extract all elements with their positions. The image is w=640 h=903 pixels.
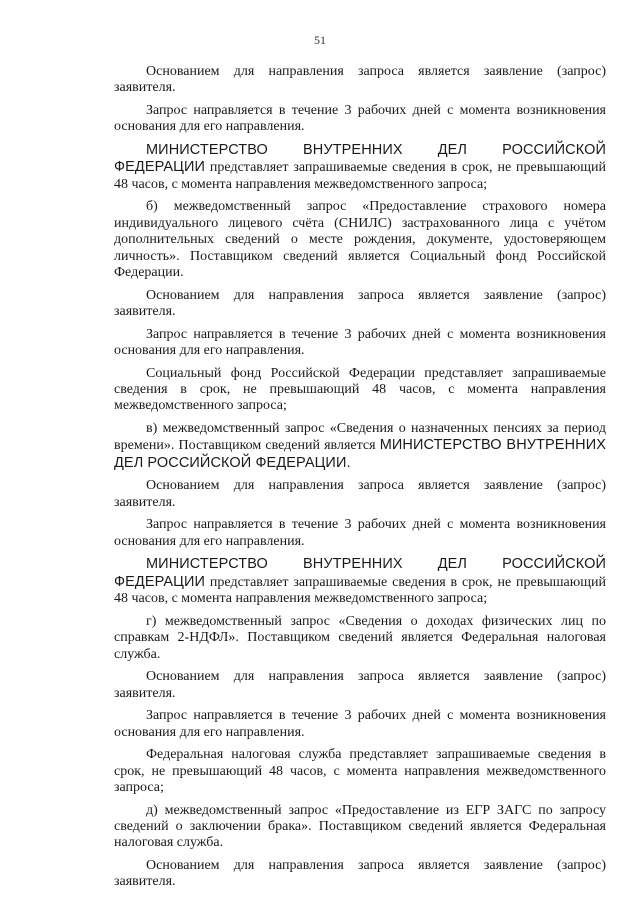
paragraph-text: Основанием для направления запроса является заявление (запрос) заявителя. (114, 287, 606, 320)
paragraph-text: в) межведомственный запрос «Сведения о назначенных пенсиях за период времени». Поставщиком сведений является (114, 421, 606, 454)
paragraph (114, 803, 606, 852)
paragraph-text: б) межведомственный запрос «Предоставление страхового номера индивидуального лицевого счёта (СНИЛС) застрахованного лица с учётом дополнительных сведений о месте рождения, документе, удостоверяющем личность». Поставщиком сведений является Социальный фонд Российской Федерации. (114, 199, 606, 281)
paragraph (114, 858, 606, 891)
paragraph-text: Социальный фонд Российской Федерации представляет запрашиваемые сведения в срок, не превышающий 48 часов, с момента направления межведомственного запроса; (114, 365, 606, 414)
ministry-name: МИНИСТЕРСТВО ВНУТРЕННИХ ДЕЛ РОССИЙСКОЙ ФЕДЕРАЦИИ (114, 142, 606, 176)
paragraph-text: Запрос направляется в течение 3 рабочих дней с момента возникновения основания для его направления. (114, 517, 606, 549)
paragraph (114, 708, 606, 741)
paragraph-text: Федеральная налоговая служба представляет запрашиваемые сведения в срок, не превышающий 48 часов, с момента направления межведомственного запроса; (114, 747, 606, 796)
paragraph (114, 614, 606, 663)
paragraph (114, 747, 606, 796)
page-number: 51 (314, 33, 326, 47)
paragraph (114, 478, 606, 511)
paragraph-text: Основанием для направления запроса является заявление (запрос) заявителя. (114, 64, 606, 96)
paragraph (114, 327, 606, 360)
paragraph (114, 556, 606, 607)
paragraph-text: представляет запрашиваемые сведения в срок, не превышающий 48 часов, с момента направления межведомственного запроса; (114, 160, 606, 192)
paragraph-text: Основанием для направления запроса является заявление (запрос) заявителя. (114, 478, 606, 510)
paragraph (114, 288, 606, 321)
paragraph-text: Основанием для направления запроса является заявление (запрос) заявителя. (114, 858, 606, 890)
paragraph-text: Запрос направляется в течение 3 рабочих дней с момента возникновения основания для его направления. (114, 708, 606, 740)
paragraph (114, 669, 606, 702)
document-body (114, 64, 606, 897)
paragraph (114, 64, 606, 97)
paragraph (114, 103, 606, 136)
paragraph (114, 142, 606, 193)
paragraph (114, 366, 606, 415)
paragraph (114, 421, 606, 472)
ministry-name: МИНИСТЕРСТВО ВНУТРЕННИХ ДЕЛ РОССИЙСКОЙ ФЕДЕРАЦИИ. (114, 437, 607, 471)
paragraph-text: д) межведомственный запрос «Предоставление из ЕГР ЗАГС по запросу сведений о заключении брака». Поставщиком сведений является Федеральная налоговая служба. (114, 802, 606, 851)
paragraph-text: Основанием для направления запроса является заявление (запрос) заявителя. (114, 669, 606, 701)
paragraph-text: представляет запрашиваемые сведения в срок, не превышающий 48 часов, с момента направления межведомственного запроса; (114, 574, 606, 607)
paragraph-text: Запрос направляется в течение 3 рабочих дней с момента возникновения основания для его направления. (114, 326, 606, 359)
paragraph-text: Запрос направляется в течение 3 рабочих дней с момента возникновения основания для его направления. (114, 103, 606, 135)
paragraph (114, 199, 606, 281)
paragraph (114, 517, 606, 550)
paragraph-text: г) межведомственный запрос «Сведения о доходах физических лиц по справкам 2-НДФЛ». Поставщиком сведений является Федеральная налоговая служба. (114, 613, 606, 662)
ministry-name: МИНИСТЕРСТВО ВНУТРЕННИХ ДЕЛ РОССИЙСКОЙ ФЕДЕРАЦИИ (114, 556, 606, 590)
